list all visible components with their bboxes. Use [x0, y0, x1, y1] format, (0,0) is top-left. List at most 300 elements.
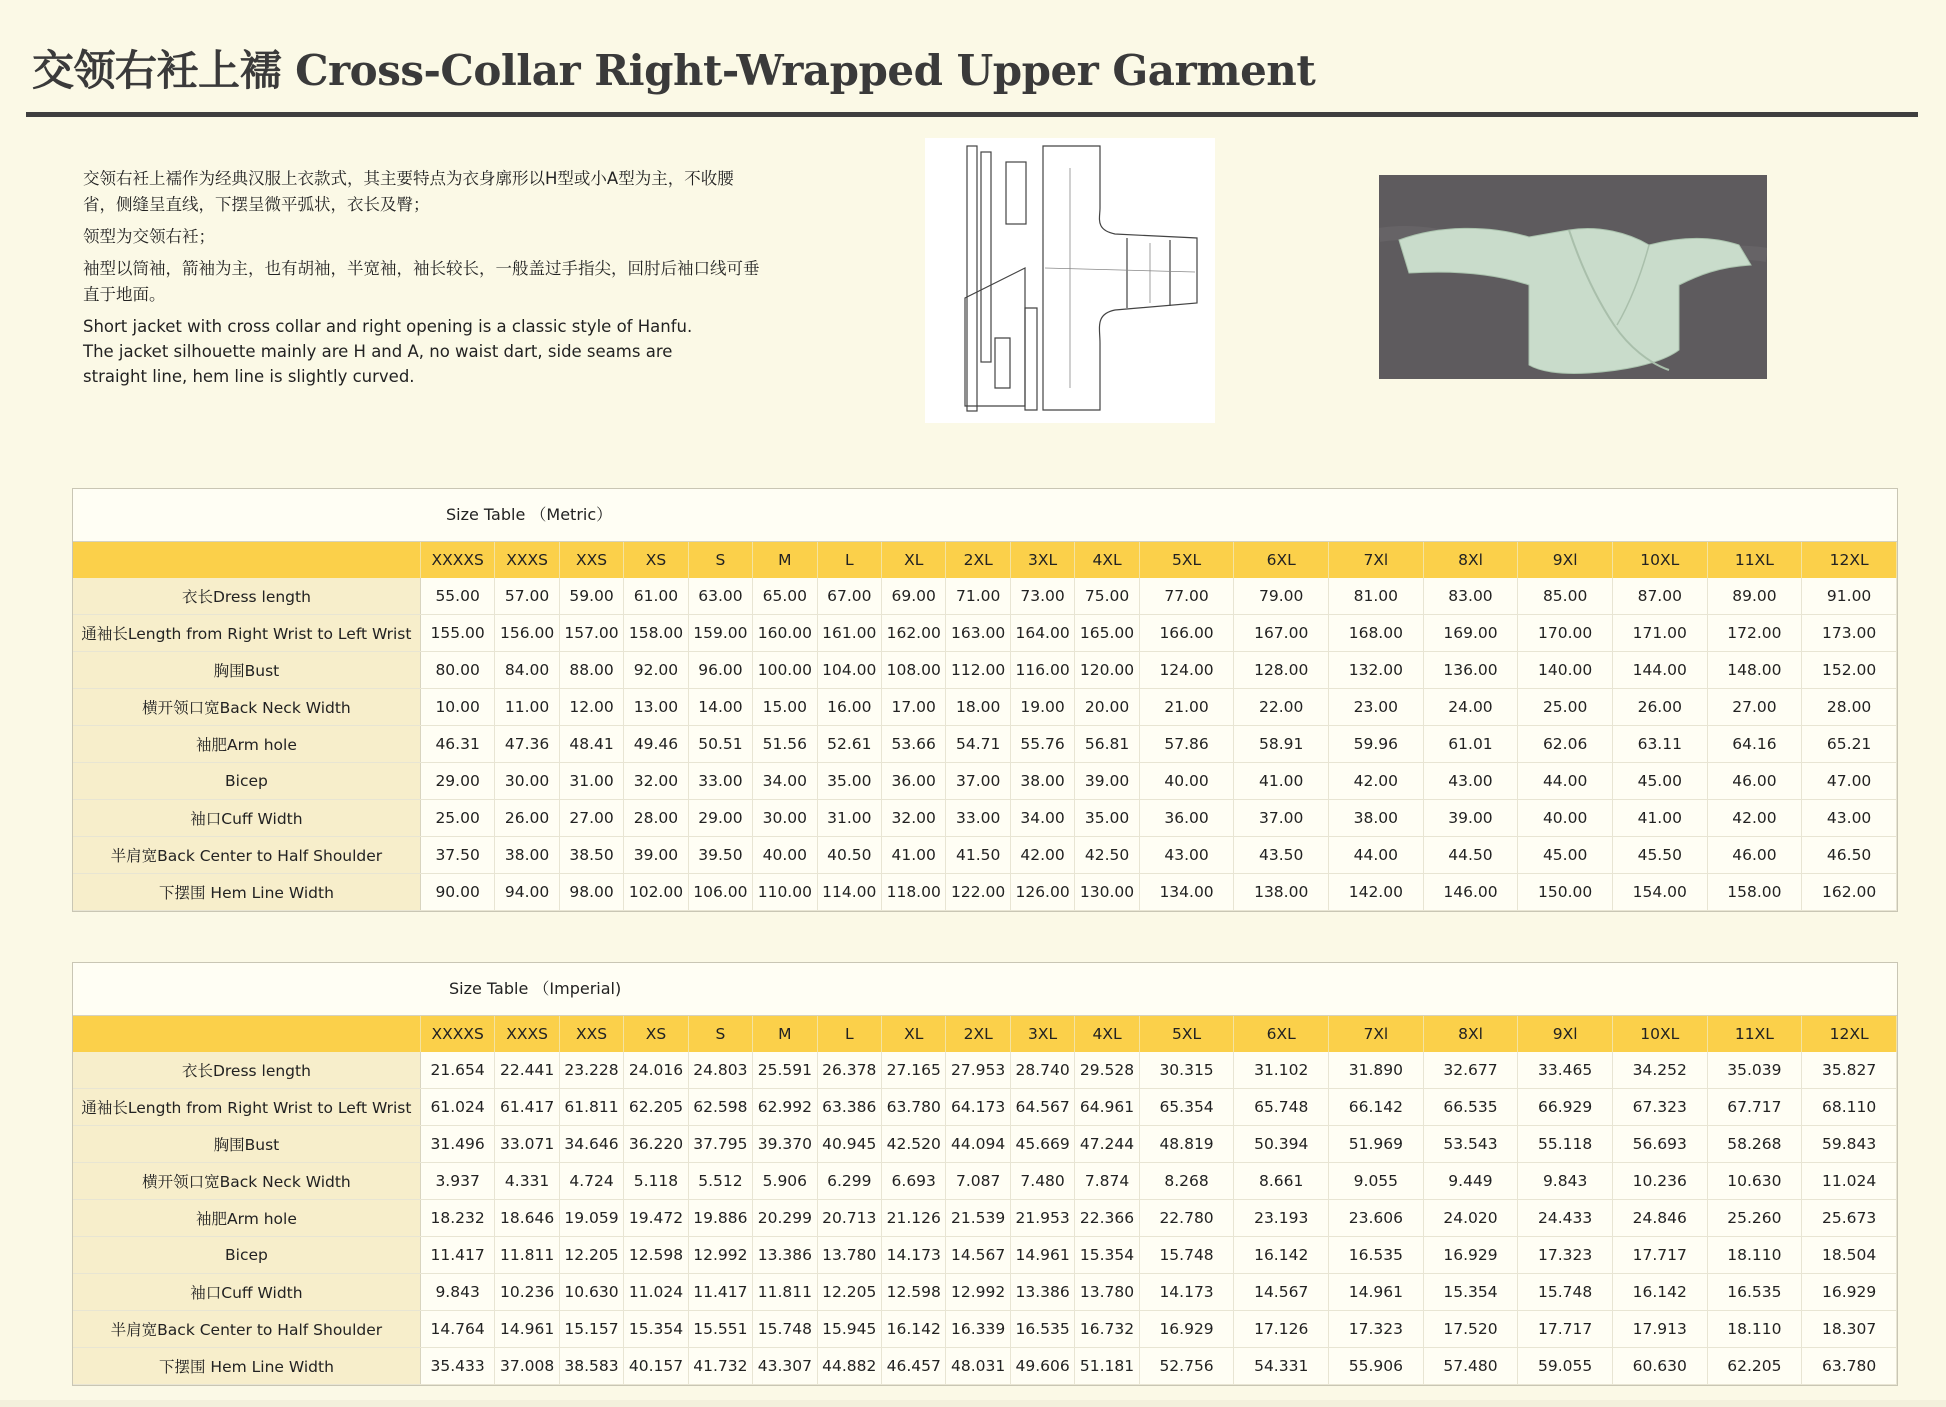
measurement-cell: 170.00 [1518, 615, 1613, 652]
measurement-cell: 154.00 [1612, 874, 1707, 911]
measurement-cell: 35.00 [1075, 800, 1139, 837]
measurement-cell: 73.00 [1010, 578, 1074, 615]
measurement-cell: 15.551 [688, 1311, 752, 1348]
measurement-cell: 37.00 [1234, 800, 1329, 837]
measurement-cell: 43.307 [753, 1348, 817, 1385]
measurement-cell: 8.268 [1139, 1163, 1234, 1200]
measurement-cell: 31.00 [817, 800, 881, 837]
measurement-cell: 13.780 [1075, 1274, 1139, 1311]
measurement-cell: 5.118 [624, 1163, 688, 1200]
measurement-cell: 57.86 [1139, 726, 1234, 763]
row-label: 袖肥Arm hole [73, 726, 420, 763]
row-label: Bicep [73, 763, 420, 800]
table-row [73, 874, 1897, 911]
measurement-cell: 16.732 [1075, 1311, 1139, 1348]
measurement-cell: 23.00 [1329, 689, 1424, 726]
row-label: 通袖长Length from Right Wrist to Left Wrist [73, 615, 420, 652]
row-label: 横开领口宽Back Neck Width [73, 689, 420, 726]
jacket-illustration [1379, 175, 1767, 379]
measurement-cell: 66.142 [1329, 1089, 1424, 1126]
row-label: 通袖长Length from Right Wrist to Left Wrist [73, 1089, 420, 1126]
measurement-cell: 34.646 [559, 1126, 623, 1163]
measurement-cell: 167.00 [1234, 615, 1329, 652]
measurement-cell: 9.843 [1518, 1163, 1613, 1200]
measurement-cell: 31.496 [420, 1126, 495, 1163]
measurement-cell: 63.00 [688, 578, 752, 615]
size-header-xxs: XXS [559, 1016, 623, 1052]
measurement-cell: 25.260 [1707, 1200, 1802, 1237]
measurement-cell: 163.00 [946, 615, 1010, 652]
measurement-cell: 46.00 [1707, 763, 1802, 800]
measurement-cell: 22.00 [1234, 689, 1329, 726]
measurement-cell: 46.31 [420, 726, 495, 763]
measurement-cell: 44.50 [1423, 837, 1518, 874]
measurement-cell: 79.00 [1234, 578, 1329, 615]
size-header-4xl: 4XL [1075, 1016, 1139, 1052]
measurement-cell: 16.339 [946, 1311, 1010, 1348]
measurement-cell: 20.299 [753, 1200, 817, 1237]
measurement-cell: 89.00 [1707, 578, 1802, 615]
measurement-cell: 173.00 [1802, 615, 1897, 652]
measurement-cell: 91.00 [1802, 578, 1897, 615]
measurement-cell: 52.756 [1139, 1348, 1234, 1385]
measurement-cell: 9.449 [1423, 1163, 1518, 1200]
measurement-cell: 16.929 [1423, 1237, 1518, 1274]
measurement-cell: 16.142 [1612, 1274, 1707, 1311]
measurement-cell: 92.00 [624, 652, 688, 689]
measurement-cell: 22.366 [1075, 1200, 1139, 1237]
measurement-cell: 12.598 [882, 1274, 946, 1311]
measurement-cell: 12.205 [559, 1237, 623, 1274]
measurement-cell: 116.00 [1010, 652, 1074, 689]
size-header-l: L [817, 542, 881, 578]
measurement-cell: 43.00 [1802, 800, 1897, 837]
measurement-cell: 41.00 [1612, 800, 1707, 837]
measurement-cell: 18.504 [1802, 1237, 1897, 1274]
measurement-cell: 84.00 [495, 652, 559, 689]
size-header-2xl: 2XL [946, 1016, 1010, 1052]
measurement-cell: 12.205 [817, 1274, 881, 1311]
size-header-12xl: 12XL [1802, 542, 1897, 578]
measurement-cell: 17.323 [1518, 1237, 1613, 1274]
size-header-xs: XS [624, 1016, 688, 1052]
measurement-cell: 68.110 [1802, 1089, 1897, 1126]
row-label: 袖口Cuff Width [73, 800, 420, 837]
measurement-cell: 67.323 [1612, 1089, 1707, 1126]
measurement-cell: 61.417 [495, 1089, 559, 1126]
measurement-cell: 65.354 [1139, 1089, 1234, 1126]
measurement-cell: 64.567 [1010, 1089, 1074, 1126]
measurement-cell: 104.00 [817, 652, 881, 689]
measurement-cell: 152.00 [1802, 652, 1897, 689]
measurement-cell: 134.00 [1139, 874, 1234, 911]
measurement-cell: 44.094 [946, 1126, 1010, 1163]
measurement-cell: 43.00 [1423, 763, 1518, 800]
size-header-7xl: 7Xl [1329, 542, 1424, 578]
measurement-cell: 122.00 [946, 874, 1010, 911]
measurement-cell: 63.386 [817, 1089, 881, 1126]
measurement-cell: 36.00 [1139, 800, 1234, 837]
measurement-cell: 54.71 [946, 726, 1010, 763]
measurement-cell: 35.039 [1707, 1052, 1802, 1089]
measurement-cell: 34.00 [753, 763, 817, 800]
measurement-cell: 171.00 [1612, 615, 1707, 652]
measurement-cell: 27.953 [946, 1052, 1010, 1089]
measurement-cell: 165.00 [1075, 615, 1139, 652]
measurement-cell: 14.173 [1139, 1274, 1234, 1311]
row-label: 半肩宽Back Center to Half Shoulder [73, 1311, 420, 1348]
measurement-cell: 24.016 [624, 1052, 688, 1089]
measurement-cell: 35.827 [1802, 1052, 1897, 1089]
measurement-cell: 24.020 [1423, 1200, 1518, 1237]
measurement-cell: 40.00 [1139, 763, 1234, 800]
measurement-cell: 12.992 [688, 1237, 752, 1274]
row-label: 下摆围 Hem Line Width [73, 1348, 420, 1385]
measurement-cell: 61.01 [1423, 726, 1518, 763]
pattern-drawing [925, 138, 1215, 423]
measurement-cell: 42.00 [1010, 837, 1074, 874]
measurement-cell: 37.008 [495, 1348, 559, 1385]
size-header-xl: XL [882, 542, 946, 578]
size-header-m: M [753, 1016, 817, 1052]
measurement-cell: 15.00 [753, 689, 817, 726]
measurement-cell: 24.803 [688, 1052, 752, 1089]
measurement-cell: 31.890 [1329, 1052, 1424, 1089]
title-divider [26, 112, 1918, 117]
measurement-cell: 31.102 [1234, 1052, 1329, 1089]
row-label: 胸围Bust [73, 1126, 420, 1163]
measurement-cell: 49.46 [624, 726, 688, 763]
measurement-cell: 65.00 [753, 578, 817, 615]
measurement-cell: 63.11 [1612, 726, 1707, 763]
size-header-xxxxs: XXXXS [420, 542, 495, 578]
measurement-cell: 29.00 [420, 763, 495, 800]
measurement-cell: 159.00 [688, 615, 752, 652]
measurement-cell: 45.669 [1010, 1126, 1074, 1163]
size-table-metric [72, 488, 1898, 912]
measurement-cell: 45.00 [1518, 837, 1613, 874]
measurement-cell: 26.378 [817, 1052, 881, 1089]
measurement-cell: 36.220 [624, 1126, 688, 1163]
measurement-cell: 42.00 [1329, 763, 1424, 800]
measurement-cell: 8.661 [1234, 1163, 1329, 1200]
measurement-cell: 11.024 [1802, 1163, 1897, 1200]
table-row [73, 615, 1897, 652]
measurement-cell: 132.00 [1329, 652, 1424, 689]
measurement-cell: 38.00 [495, 837, 559, 874]
measurement-cell: 58.268 [1707, 1126, 1802, 1163]
measurement-cell: 162.00 [882, 615, 946, 652]
measurement-cell: 21.654 [420, 1052, 495, 1089]
measurement-cell: 16.142 [1234, 1237, 1329, 1274]
row-label: 下摆围 Hem Line Width [73, 874, 420, 911]
measurement-cell: 15.354 [624, 1311, 688, 1348]
table-caption: Size Table （Metric） [73, 489, 1897, 542]
measurement-cell: 25.00 [420, 800, 495, 837]
measurement-cell: 26.00 [1612, 689, 1707, 726]
row-label: 横开领口宽Back Neck Width [73, 1163, 420, 1200]
measurement-cell: 19.00 [1010, 689, 1074, 726]
measurement-cell: 146.00 [1423, 874, 1518, 911]
measurement-cell: 85.00 [1518, 578, 1613, 615]
measurement-cell: 18.110 [1707, 1311, 1802, 1348]
measurement-cell: 60.630 [1612, 1348, 1707, 1385]
measurement-cell: 17.00 [882, 689, 946, 726]
size-header-10xl: 10XL [1612, 1016, 1707, 1052]
measurement-cell: 39.00 [624, 837, 688, 874]
measurement-cell: 36.00 [882, 763, 946, 800]
measurement-cell: 10.00 [420, 689, 495, 726]
measurement-cell: 46.50 [1802, 837, 1897, 874]
measurement-cell: 43.50 [1234, 837, 1329, 874]
measurement-cell: 15.354 [1075, 1237, 1139, 1274]
measurement-cell: 23.228 [559, 1052, 623, 1089]
measurement-cell: 57.480 [1423, 1348, 1518, 1385]
size-header-9xl: 9Xl [1518, 542, 1613, 578]
table-row [73, 1311, 1897, 1348]
size-header-5xl: 5XL [1139, 1016, 1234, 1052]
measurement-cell: 13.386 [1010, 1274, 1074, 1311]
garment-photo [1379, 175, 1767, 379]
measurement-cell: 18.110 [1707, 1237, 1802, 1274]
measurement-cell: 16.535 [1010, 1311, 1074, 1348]
measurement-cell: 13.386 [753, 1237, 817, 1274]
measurement-cell: 28.00 [1802, 689, 1897, 726]
measurement-cell: 144.00 [1612, 652, 1707, 689]
measurement-cell: 32.00 [624, 763, 688, 800]
measurement-cell: 55.76 [1010, 726, 1074, 763]
measurement-cell: 29.00 [688, 800, 752, 837]
measurement-cell: 59.96 [1329, 726, 1424, 763]
measurement-cell: 16.929 [1139, 1311, 1234, 1348]
measurement-cell: 40.157 [624, 1348, 688, 1385]
garment-description [83, 166, 763, 395]
measurement-cell: 21.126 [882, 1200, 946, 1237]
measurement-cell: 75.00 [1075, 578, 1139, 615]
measurement-cell: 32.00 [882, 800, 946, 837]
measurement-cell: 18.307 [1802, 1311, 1897, 1348]
measurement-cell: 32.677 [1423, 1052, 1518, 1089]
measurement-cell: 155.00 [420, 615, 495, 652]
measurement-cell: 44.882 [817, 1348, 881, 1385]
size-header-m: M [753, 542, 817, 578]
measurement-cell: 37.50 [420, 837, 495, 874]
measurement-cell: 38.00 [1329, 800, 1424, 837]
measurement-cell: 16.535 [1329, 1237, 1424, 1274]
measurement-cell: 61.024 [420, 1089, 495, 1126]
table-row [73, 800, 1897, 837]
size-header-xxxxs: XXXXS [420, 1016, 495, 1052]
measurement-cell: 11.811 [753, 1274, 817, 1311]
measurement-cell: 61.00 [624, 578, 688, 615]
measurement-cell: 126.00 [1010, 874, 1074, 911]
measurement-cell: 16.142 [882, 1311, 946, 1348]
measurement-cell: 47.00 [1802, 763, 1897, 800]
size-header-8xl: 8Xl [1423, 1016, 1518, 1052]
measurement-cell: 130.00 [1075, 874, 1139, 911]
measurement-cell: 14.00 [688, 689, 752, 726]
measurement-cell: 30.00 [495, 763, 559, 800]
measurement-cell: 41.50 [946, 837, 1010, 874]
measurement-cell: 16.00 [817, 689, 881, 726]
size-header-xxxs: XXXS [495, 1016, 559, 1052]
sewing-pattern-diagram [925, 138, 1215, 423]
measurement-cell: 19.472 [624, 1200, 688, 1237]
measurement-cell: 40.00 [753, 837, 817, 874]
measurement-cell: 33.465 [1518, 1052, 1613, 1089]
measurement-cell: 27.00 [1707, 689, 1802, 726]
description-paragraph: 交领右衽上襦作为经典汉服上衣款式，其主要特点为衣身廓形以H型或小A型为主，不收腰省，侧缝呈直线，下摆呈微平弧状，衣长及臀； [83, 169, 734, 214]
measurement-cell: 50.51 [688, 726, 752, 763]
measurement-cell: 142.00 [1329, 874, 1424, 911]
measurement-cell: 55.00 [420, 578, 495, 615]
measurement-cell: 148.00 [1707, 652, 1802, 689]
size-header-xs: XS [624, 542, 688, 578]
size-header-3xl: 3XL [1010, 1016, 1074, 1052]
measurement-cell: 48.41 [559, 726, 623, 763]
measurement-cell: 14.961 [1010, 1237, 1074, 1274]
measurement-cell: 27.00 [559, 800, 623, 837]
row-label: 衣长Dress length [73, 578, 420, 615]
row-label: 袖肥Arm hole [73, 1200, 420, 1237]
measurement-cell: 66.929 [1518, 1089, 1613, 1126]
measurement-cell: 40.945 [817, 1126, 881, 1163]
measurement-cell: 38.00 [1010, 763, 1074, 800]
size-header-3xl: 3XL [1010, 542, 1074, 578]
measurement-cell: 90.00 [420, 874, 495, 911]
measurement-cell: 110.00 [753, 874, 817, 911]
measurement-cell: 53.543 [1423, 1126, 1518, 1163]
measurement-cell: 10.236 [1612, 1163, 1707, 1200]
measurement-cell: 43.00 [1139, 837, 1234, 874]
measurement-cell: 46.457 [882, 1348, 946, 1385]
measurement-cell: 48.031 [946, 1348, 1010, 1385]
measurement-cell: 57.00 [495, 578, 559, 615]
measurement-cell: 15.945 [817, 1311, 881, 1348]
measurement-cell: 40.00 [1518, 800, 1613, 837]
table-row [73, 763, 1897, 800]
measurement-cell: 39.50 [688, 837, 752, 874]
measurement-cell: 17.520 [1423, 1311, 1518, 1348]
size-header-4xl: 4XL [1075, 542, 1139, 578]
measurement-cell: 10.236 [495, 1274, 559, 1311]
table-row [73, 1126, 1897, 1163]
measurement-cell: 26.00 [495, 800, 559, 837]
measurement-cell: 5.512 [688, 1163, 752, 1200]
measurement-cell: 81.00 [1329, 578, 1424, 615]
measurement-cell: 69.00 [882, 578, 946, 615]
measurement-cell: 11.417 [420, 1237, 495, 1274]
table-row [73, 726, 1897, 763]
measurement-cell: 42.50 [1075, 837, 1139, 874]
measurement-cell: 11.024 [624, 1274, 688, 1311]
measurement-cell: 54.331 [1234, 1348, 1329, 1385]
measurement-cell: 16.929 [1802, 1274, 1897, 1311]
measurement-cell: 150.00 [1518, 874, 1613, 911]
measurement-cell: 4.331 [495, 1163, 559, 1200]
measurement-cell: 16.535 [1707, 1274, 1802, 1311]
measurement-cell: 14.764 [420, 1311, 495, 1348]
size-header-11xl: 11XL [1707, 1016, 1802, 1052]
measurement-cell: 23.193 [1234, 1200, 1329, 1237]
measurement-cell: 30.315 [1139, 1052, 1234, 1089]
measurement-cell: 65.748 [1234, 1089, 1329, 1126]
size-header-xl: XL [882, 1016, 946, 1052]
table-row [73, 1237, 1897, 1274]
table-row [73, 1052, 1897, 1089]
measurement-cell: 17.717 [1612, 1237, 1707, 1274]
page-title: 交领右衽上襦 Cross-Collar Right-Wrapped Upper Garment [32, 46, 1316, 95]
measurement-cell: 83.00 [1423, 578, 1518, 615]
size-header-xxs: XXS [559, 542, 623, 578]
measurement-cell: 66.535 [1423, 1089, 1518, 1126]
measurement-cell: 21.953 [1010, 1200, 1074, 1237]
measurement-cell: 15.157 [559, 1311, 623, 1348]
measurement-cell: 49.606 [1010, 1348, 1074, 1385]
measurement-cell: 18.232 [420, 1200, 495, 1237]
description-paragraph-english: Short jacket with cross collar and right opening is a classic style of Hanfu. The jacket silhouette mainly are H and A, no waist dart, side seams are straight line, hem line is slightly curved. [83, 317, 693, 386]
row-label: Bicep [73, 1237, 420, 1274]
size-header-7xl: 7Xl [1329, 1016, 1424, 1052]
measurement-cell: 21.539 [946, 1200, 1010, 1237]
measurement-cell: 11.811 [495, 1237, 559, 1274]
size-header-9xl: 9Xl [1518, 1016, 1613, 1052]
measurement-cell: 61.811 [559, 1089, 623, 1126]
measurement-cell: 158.00 [624, 615, 688, 652]
measurement-cell: 5.906 [753, 1163, 817, 1200]
measurement-cell: 12.598 [624, 1237, 688, 1274]
size-header-6xl: 6XL [1234, 1016, 1329, 1052]
measurement-cell: 34.252 [1612, 1052, 1707, 1089]
measurement-cell: 112.00 [946, 652, 1010, 689]
measurement-cell: 58.91 [1234, 726, 1329, 763]
measurement-cell: 56.81 [1075, 726, 1139, 763]
table-row [73, 1274, 1897, 1311]
measurement-cell: 162.00 [1802, 874, 1897, 911]
measurement-cell: 27.165 [882, 1052, 946, 1089]
measurement-cell: 28.00 [624, 800, 688, 837]
measurement-cell: 160.00 [753, 615, 817, 652]
table-row [73, 652, 1897, 689]
size-table-imperial [72, 962, 1898, 1386]
measurement-cell: 44.00 [1518, 763, 1613, 800]
measurement-cell: 52.61 [817, 726, 881, 763]
measurement-cell: 100.00 [753, 652, 817, 689]
measurement-cell: 42.520 [882, 1126, 946, 1163]
measurement-cell: 15.748 [1518, 1274, 1613, 1311]
measurement-cell: 158.00 [1707, 874, 1802, 911]
measurement-cell: 87.00 [1612, 578, 1707, 615]
measurement-cell: 33.00 [688, 763, 752, 800]
measurement-cell: 14.567 [946, 1237, 1010, 1274]
size-header-10xl: 10XL [1612, 542, 1707, 578]
measurement-cell: 168.00 [1329, 615, 1424, 652]
measurement-cell: 25.591 [753, 1052, 817, 1089]
measurement-cell: 35.433 [420, 1348, 495, 1385]
table-row [73, 1348, 1897, 1385]
measurement-cell: 55.906 [1329, 1348, 1424, 1385]
measurement-cell: 18.646 [495, 1200, 559, 1237]
header-corner-cell [73, 542, 420, 578]
measurement-cell: 63.780 [882, 1089, 946, 1126]
measurement-cell: 120.00 [1075, 652, 1139, 689]
measurement-cell: 34.00 [1010, 800, 1074, 837]
measurement-cell: 39.370 [753, 1126, 817, 1163]
measurement-cell: 22.441 [495, 1052, 559, 1089]
size-header-8xl: 8Xl [1423, 542, 1518, 578]
measurement-cell: 46.00 [1707, 837, 1802, 874]
size-header-12xl: 12XL [1802, 1016, 1897, 1052]
